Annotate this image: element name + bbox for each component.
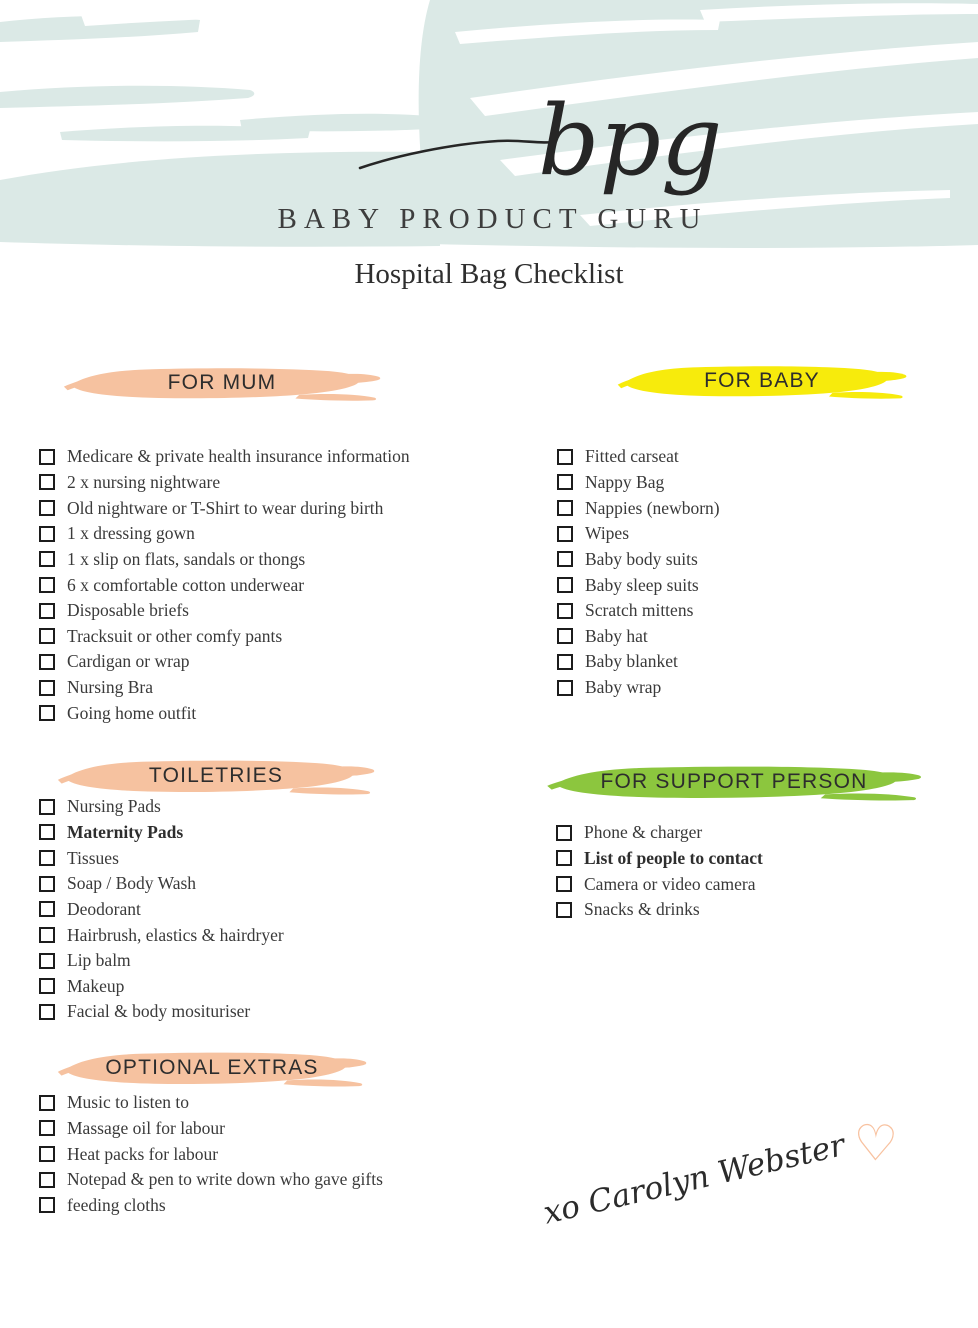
checkbox[interactable] (557, 551, 573, 567)
checkbox[interactable] (39, 824, 55, 840)
brand-name: BABY PRODUCT GURU (277, 203, 708, 235)
checkbox[interactable] (556, 850, 572, 866)
checklist-item (39, 521, 410, 547)
checklist-item (39, 495, 410, 521)
checkbox[interactable] (39, 449, 55, 465)
checklist-item-label: Going home outfit (67, 702, 197, 723)
checklist-optional-extras (39, 1090, 383, 1218)
checklist-item-label: Massage oil for labour (67, 1117, 225, 1138)
checklist-item (39, 794, 284, 820)
section-title: FOR BABY (704, 369, 820, 392)
section-header-toiletries (56, 754, 376, 798)
checkbox[interactable] (39, 927, 55, 943)
checkbox[interactable] (39, 500, 55, 516)
checklist-item (39, 547, 410, 573)
checklist-item (39, 1193, 383, 1219)
checkbox[interactable] (39, 1004, 55, 1020)
checklist-toiletries (39, 794, 284, 1025)
checklist-item-label: feeding cloths (67, 1194, 166, 1215)
checklist-item (39, 1167, 383, 1193)
checklist-item-label: Baby hat (585, 625, 648, 646)
checklist-item (39, 871, 284, 897)
checkbox[interactable] (556, 902, 572, 918)
checklist-item-label: 1 x slip on flats, sandals or thongs (67, 548, 306, 569)
checkbox[interactable] (39, 1095, 55, 1111)
checkbox[interactable] (39, 680, 55, 696)
checklist-item-label: Maternity Pads (67, 821, 184, 842)
section-header-for-support-person (545, 760, 923, 804)
checklist-item-label: Notepad & pen to write down who gave gifts (67, 1169, 383, 1190)
checklist-item (39, 1141, 383, 1167)
checkbox[interactable] (39, 705, 55, 721)
checklist-item-label: Nappies (newborn) (585, 497, 720, 518)
checklist-item (557, 470, 720, 496)
checklist-item (39, 999, 284, 1025)
signature-text: xo Carolyn Webster (540, 1127, 849, 1232)
checkbox[interactable] (39, 526, 55, 542)
checklist-item-label: Baby wrap (585, 677, 662, 698)
checklist-item-label: Nursing Bra (67, 677, 154, 698)
bpg-logo (0, 62, 978, 212)
checklist-item-label: Tissues (67, 847, 119, 868)
checklist-item (556, 897, 763, 923)
checklist-item (39, 948, 284, 974)
checkbox[interactable] (39, 978, 55, 994)
checkbox[interactable] (39, 953, 55, 969)
checklist-item (557, 598, 720, 624)
checklist-item (39, 470, 410, 496)
section-header-optional-extras (56, 1046, 368, 1090)
checkbox[interactable] (557, 577, 573, 593)
checkbox[interactable] (39, 1146, 55, 1162)
checkbox[interactable] (39, 654, 55, 670)
section-header-for-mum (62, 362, 382, 404)
checklist-item-label: 2 x nursing nightware (67, 471, 221, 492)
checkbox[interactable] (556, 825, 572, 841)
checklist-item (39, 623, 410, 649)
checkbox[interactable] (39, 603, 55, 619)
checklist-item-label: Snacks & drinks (584, 899, 700, 920)
checklist-item (556, 871, 763, 897)
checklist-item-label: List of people to contact (584, 847, 763, 868)
checklist-item (39, 675, 410, 701)
checklist-item-label: Old nightware or T-Shirt to wear during birth (67, 497, 384, 518)
checklist-item-label: Fitted carseat (585, 446, 679, 467)
checklist-item (39, 598, 410, 624)
checklist-item-label: Scratch mittens (585, 600, 694, 621)
checklist-item (557, 521, 720, 547)
checkbox[interactable] (39, 551, 55, 567)
checklist-item-label: Medicare & private health insurance information (67, 446, 410, 467)
checklist-item (557, 623, 720, 649)
checkbox[interactable] (557, 603, 573, 619)
checklist-item (557, 495, 720, 521)
section-title: FOR MUM (167, 371, 277, 394)
checklist-item-label: Disposable briefs (67, 600, 189, 621)
checkbox[interactable] (39, 901, 55, 917)
checkbox[interactable] (39, 799, 55, 815)
checklist-item (557, 547, 720, 573)
checklist-item-label: Nursing Pads (67, 796, 161, 817)
checklist-item (557, 649, 720, 675)
checklist-item-label: Lip balm (67, 950, 131, 971)
checklist-item (39, 922, 284, 948)
checklist-item-label: Phone & charger (584, 822, 703, 843)
checkbox[interactable] (39, 474, 55, 490)
checkbox[interactable] (39, 876, 55, 892)
checklist-item-label: Wipes (585, 523, 630, 544)
checkbox[interactable] (39, 1172, 55, 1188)
checklist-item-label: Nappy Bag (585, 471, 665, 492)
checklist-item (39, 973, 284, 999)
checklist-item (39, 820, 284, 846)
checklist-item-label: Soap / Body Wash (67, 873, 197, 894)
checklist-item-label: 1 x dressing gown (67, 523, 195, 544)
signature (531, 1084, 899, 1273)
checklist-item-label: Baby body suits (585, 548, 698, 569)
checkbox[interactable] (557, 628, 573, 644)
checklist-item-label: Baby sleep suits (585, 574, 699, 595)
checklist-item (39, 897, 284, 923)
section-title: FOR SUPPORT PERSON (600, 770, 868, 793)
checklist-item (39, 649, 410, 675)
checkbox[interactable] (557, 680, 573, 696)
checklist-item-label: 6 x comfortable cotton underwear (67, 574, 305, 595)
checklist-item (556, 846, 763, 872)
checklist-item (39, 1090, 383, 1116)
checklist-item (39, 700, 410, 726)
checkbox[interactable] (39, 628, 55, 644)
checklist-item (39, 1116, 383, 1142)
checklist-item (39, 572, 410, 598)
checklist-item-label: Cardigan or wrap (67, 651, 190, 672)
checklist-item (39, 845, 284, 871)
checklist-item (557, 444, 720, 470)
checkbox[interactable] (39, 1197, 55, 1213)
checklist-item-label: Hairbrush, elastics & hairdryer (67, 924, 284, 945)
checklist-item-label: Facial & body mosituriser (67, 1001, 251, 1022)
checkbox[interactable] (557, 526, 573, 542)
checkbox[interactable] (557, 474, 573, 490)
section-header-for-baby (616, 360, 908, 402)
checklist-item (557, 572, 720, 598)
section-title: TOILETRIES (148, 764, 284, 787)
heart-icon: ♡ (852, 1114, 899, 1173)
checkbox[interactable] (39, 577, 55, 593)
checklist-item (39, 444, 410, 470)
checklist-item-label: Tracksuit or other comfy pants (67, 625, 283, 646)
checkbox[interactable] (557, 449, 573, 465)
logo-script-text: bpg (538, 85, 723, 197)
checklist-item-label: Camera or video camera (584, 873, 756, 894)
checkbox[interactable] (556, 876, 572, 892)
checklist-for-baby (557, 444, 720, 700)
checklist-item-label: Heat packs for labour (67, 1143, 219, 1164)
checklist-for-mum (39, 444, 410, 726)
checklist-item-label: Music to listen to (67, 1092, 190, 1113)
checklist-item-label: Baby blanket (585, 651, 678, 672)
page-title: Hospital Bag Checklist (354, 258, 624, 290)
checkbox[interactable] (39, 850, 55, 866)
checkbox[interactable] (557, 500, 573, 516)
checklist-item (557, 675, 720, 701)
checkbox[interactable] (39, 1120, 55, 1136)
section-title: OPTIONAL EXTRAS (105, 1056, 319, 1079)
checklist-item-label: Makeup (67, 975, 125, 996)
logo-flourish-line (360, 141, 552, 168)
checklist-item-label: Deodorant (67, 898, 141, 919)
checklist-for-support-person (556, 820, 763, 923)
checklist-item (556, 820, 763, 846)
checkbox[interactable] (557, 654, 573, 670)
